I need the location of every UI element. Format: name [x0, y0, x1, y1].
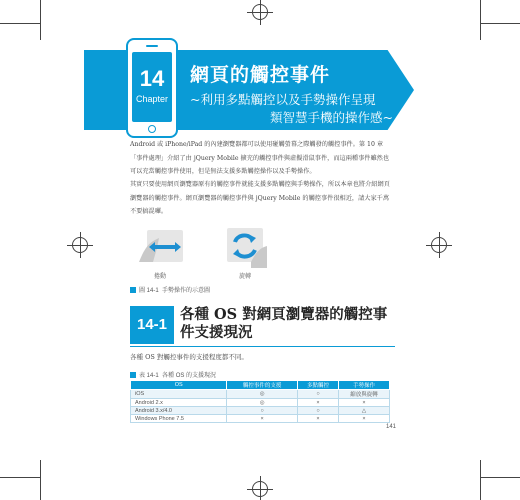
crop-mark	[480, 477, 520, 478]
chapter-word: Chapter	[135, 94, 169, 104]
table-row	[131, 390, 390, 399]
table-header-cell: OS	[131, 381, 227, 390]
crop-mark	[40, 0, 41, 40]
section-title: 各種 OS 對網頁瀏覽器的觸控事件支援現況	[180, 306, 388, 341]
table-tag-icon	[130, 372, 136, 378]
section-intro: 各種 OS 對觸控事件的支援程度都不同。	[130, 353, 248, 361]
figure-label: 圖 14-1	[139, 288, 159, 294]
table-cell: Android 3.x/4.0	[131, 407, 227, 415]
figure-title	[130, 285, 210, 294]
table-cell: ×	[339, 415, 390, 423]
table-cell: Windows Phone 7.5	[131, 415, 227, 423]
table-cell: ×	[297, 415, 338, 423]
table-cell: △	[339, 407, 390, 415]
table-cell: iOS	[131, 390, 227, 399]
registration-target	[431, 237, 447, 253]
registration-target	[252, 4, 268, 20]
table-cell: 縮放與旋轉	[339, 390, 390, 399]
table-header-row	[131, 381, 390, 390]
table-title	[130, 370, 216, 379]
table-cell: ×	[227, 415, 298, 423]
page-number: 141	[386, 424, 397, 430]
chapter-subtitle-line1: ~利用多點觸控以及手勢操作呈現	[190, 92, 376, 107]
figure-tag-icon	[130, 287, 136, 293]
rotate-gesture-figure	[221, 226, 269, 268]
crop-mark	[0, 477, 40, 478]
registration-target	[252, 481, 268, 497]
table-row	[131, 407, 390, 415]
swipe-gesture-figure	[137, 228, 185, 266]
crop-mark	[40, 460, 41, 500]
table-cell: Android 2.x	[131, 399, 227, 407]
chapter-number: 14	[139, 66, 165, 91]
table-row	[131, 399, 390, 407]
crop-mark	[480, 0, 481, 40]
figure-caption-left: 捲動	[154, 274, 167, 280]
table-cell: ×	[339, 399, 390, 407]
table-header-cell: 觸控事件的支援	[227, 381, 298, 390]
figure-caption-right: 旋轉	[239, 274, 252, 280]
rotate-gesture-icon	[221, 226, 269, 268]
crop-mark	[480, 460, 481, 500]
table-cell: ○	[227, 407, 298, 415]
phone-icon	[126, 38, 178, 138]
phone-home-button-icon	[148, 125, 156, 133]
table-header-cell: 多點觸控	[297, 381, 338, 390]
os-support-table	[130, 380, 390, 423]
table-cell: ○	[297, 390, 338, 399]
chapter-title: 網頁的觸控事件	[190, 64, 331, 86]
table-header-cell: 手勢操作	[339, 381, 390, 390]
section-divider	[130, 346, 395, 347]
swipe-gesture-icon	[137, 228, 185, 266]
chapter-subtitle-line2: 類智慧手機的操作感~	[270, 110, 393, 125]
figure-title-text: 手勢操作的示意圖	[162, 288, 211, 294]
registration-target	[72, 237, 88, 253]
body-paragraph-2: 其實只要使用網頁瀏覽器原有的觸控事件就能支援多點觸控與手勢操作，所以本章也將介紹網頁瀏覽器的觸控事件。網頁瀏覽器的觸控事件與 jQuery Mobile 的觸控事件很相近，請大家千萬不要搞混囉。	[130, 181, 390, 215]
table-cell: ○	[297, 407, 338, 415]
crop-mark	[480, 23, 520, 24]
table-cell: ◎	[227, 399, 298, 407]
table-row	[131, 415, 390, 423]
table-title-text: 各種 OS 的支援現況	[162, 373, 217, 379]
table-cell: ×	[297, 399, 338, 407]
crop-mark	[0, 23, 40, 24]
phone-speaker-icon	[146, 45, 158, 47]
table-label: 表 14-1	[139, 373, 159, 379]
section-number: 14-1	[130, 306, 174, 344]
phone-screen	[132, 52, 172, 122]
body-paragraph-1: Android 或 iPhone/iPad 的內建瀏覽器都可以使用碰觸螢幕之際觸發的觸控事件。第 10 章「事件處理」介紹了由 jQuery Mobile 擴充的觸控事件與虛擬滑鼠事件，而這兩種事件雖然也可以充當觸控事件使用，但是無法支援多點觸控操作以及手勢操作。	[130, 141, 390, 175]
table-cell: ◎	[227, 390, 298, 399]
